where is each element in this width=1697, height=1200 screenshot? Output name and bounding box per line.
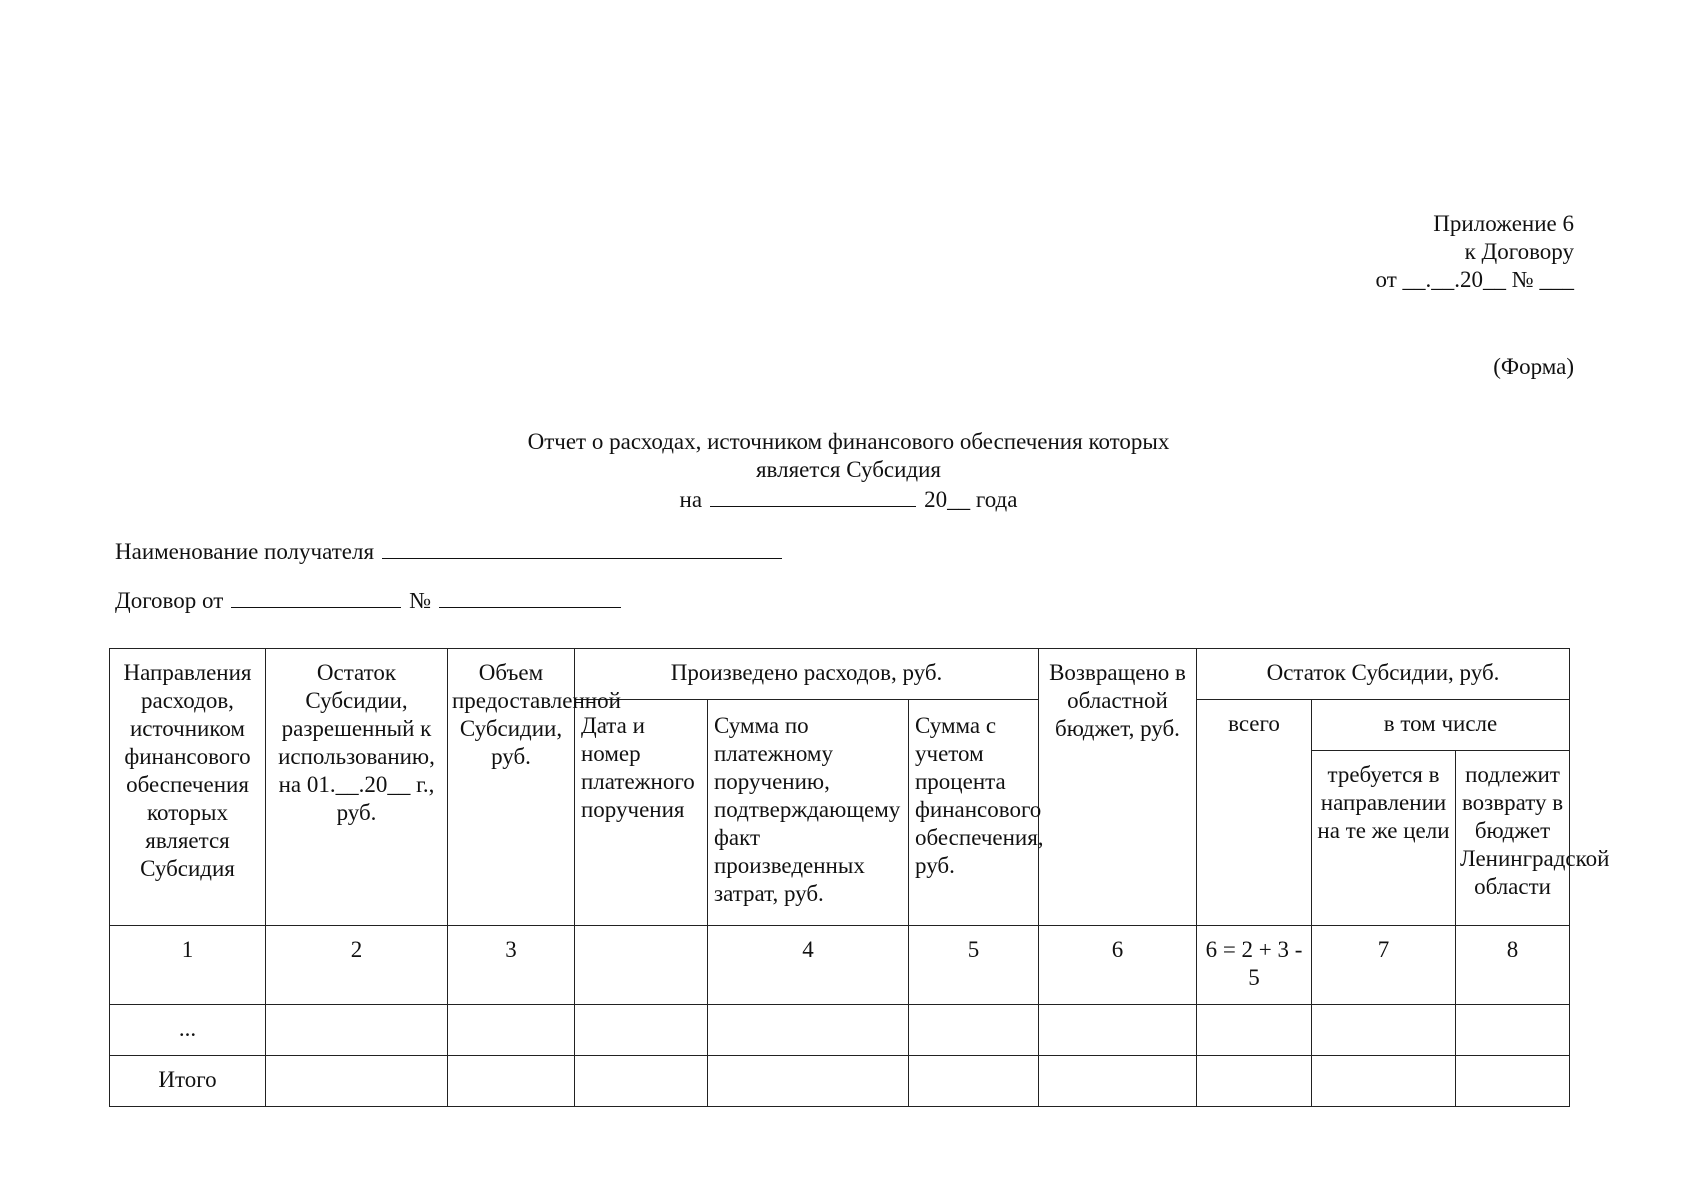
contract-number-sign: №	[409, 588, 432, 613]
table-cell	[448, 1005, 575, 1056]
row-label: ...	[110, 1005, 266, 1056]
header-same-purpose: требуется в направлении на те же цели	[1312, 751, 1456, 926]
column-number: 2	[266, 926, 448, 1005]
appendix-line-1: Приложение 6	[1433, 211, 1574, 236]
table-cell	[575, 1005, 708, 1056]
total-row	[110, 1056, 1570, 1107]
header-subsidy-volume: Объем предоставленной Субсидии, руб.	[448, 649, 575, 926]
total-label: Итого	[110, 1056, 266, 1107]
header-returned: Возвращено в областной бюджет, руб.	[1039, 649, 1197, 926]
period-blank	[710, 484, 916, 507]
recipient-field	[115, 536, 782, 566]
header-directions: Направления расходов, источником финансового обеспечения которых является Субсидия	[110, 649, 266, 926]
header-payment-sum: Сумма по платежному поручению, подтверждающему факт произведенных затрат, руб.	[708, 700, 909, 926]
contract-date-blank	[231, 585, 401, 608]
title-line-1: Отчет о расходах, источником финансового обеспечения которых	[527, 429, 1170, 454]
column-number: 4	[708, 926, 909, 1005]
column-number	[575, 926, 708, 1005]
recipient-blank	[382, 536, 782, 559]
appendix-header	[1376, 210, 1574, 294]
table-cell	[909, 1005, 1039, 1056]
report-title	[0, 428, 1697, 514]
title-period-suffix: 20__ года	[924, 487, 1018, 512]
recipient-label: Наименование получателя	[115, 539, 375, 564]
column-number: 8	[1456, 926, 1570, 1005]
title-line-3	[0, 484, 1697, 514]
table-cell	[1197, 1056, 1312, 1107]
header-row-1	[110, 649, 1570, 700]
header-including: в том числе	[1312, 700, 1570, 751]
column-numbers-row	[110, 926, 1570, 1005]
header-to-return: подлежит возврату в бюджет Ленинградской области	[1456, 751, 1570, 926]
table-cell	[708, 1056, 909, 1107]
table-cell	[1039, 1005, 1197, 1056]
header-balance-group: Остаток Субсидии, руб.	[1197, 649, 1570, 700]
header-payment-order: Дата и номер платежного поручения	[575, 700, 708, 926]
title-line-2: является Субсидия	[755, 457, 942, 482]
column-number: 7	[1312, 926, 1456, 1005]
appendix-line-2: к Договору	[1464, 239, 1574, 264]
table-cell	[1039, 1056, 1197, 1107]
contract-field	[115, 585, 621, 615]
contract-label: Договор от	[115, 588, 224, 613]
table-cell	[909, 1056, 1039, 1107]
header-sum-percent: Сумма с учетом процента финансового обеспечения, руб.	[909, 700, 1039, 926]
contract-number-blank	[439, 585, 621, 608]
form-label: (Форма)	[1493, 354, 1574, 379]
report-table	[109, 648, 1610, 1107]
table-cell	[708, 1005, 909, 1056]
table-cell	[266, 1056, 448, 1107]
table-row	[110, 1005, 1570, 1056]
header-balance-total: всего	[1197, 700, 1312, 926]
title-period-prefix: на	[679, 487, 703, 512]
table-cell	[1312, 1005, 1456, 1056]
appendix-line-3: от __.__.20__ № ___	[1375, 267, 1574, 292]
table-cell	[448, 1056, 575, 1107]
table-cell	[1456, 1056, 1570, 1107]
column-number: 6 = 2 + 3 - 5	[1197, 926, 1312, 1005]
column-number: 6	[1039, 926, 1197, 1005]
table-cell	[1197, 1005, 1312, 1056]
table-cell	[1312, 1056, 1456, 1107]
column-number: 1	[110, 926, 266, 1005]
header-balance-start: Остаток Субсидии, разрешенный к использованию, на 01.__.20__ г., руб.	[266, 649, 448, 926]
column-number: 3	[448, 926, 575, 1005]
header-expenses-group: Произведено расходов, руб.	[575, 649, 1039, 700]
table-cell	[1456, 1005, 1570, 1056]
column-number: 5	[909, 926, 1039, 1005]
table-cell	[266, 1005, 448, 1056]
table-cell	[575, 1056, 708, 1107]
